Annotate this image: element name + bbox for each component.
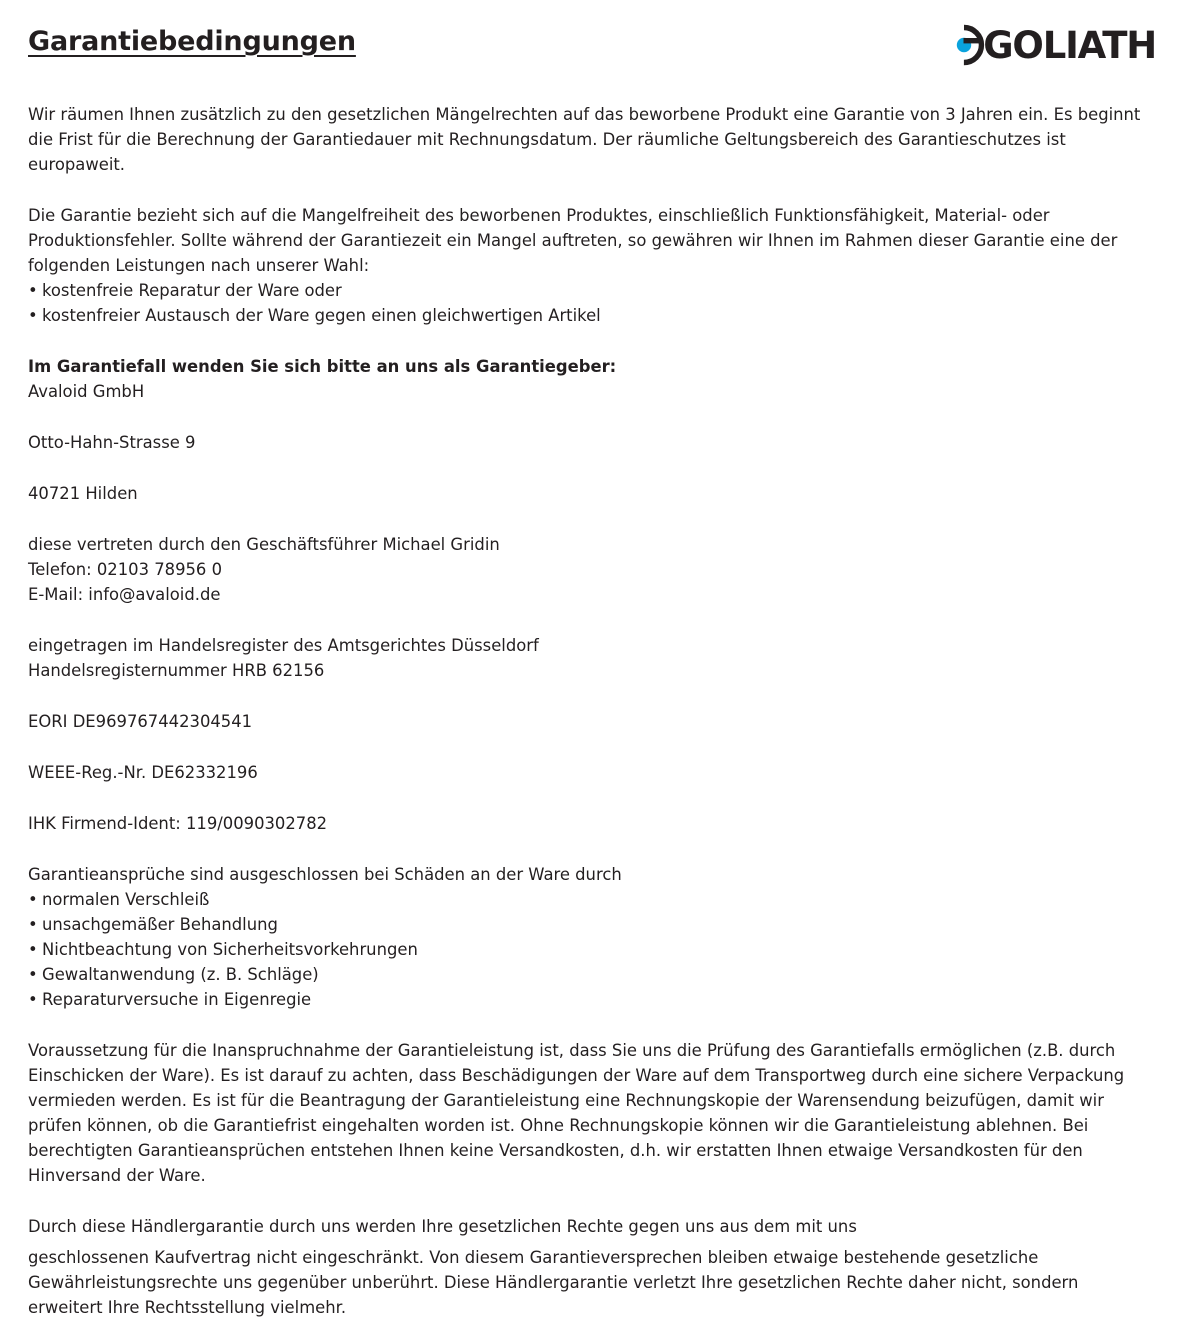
list-item: • Nichtbeachtung von Sicherheitsvorkehrungen (28, 937, 1164, 962)
list-item: • Reparaturversuche in Eigenregie (28, 987, 1164, 1012)
page-title: Garantiebedingungen (28, 26, 356, 57)
list-item: • normalen Verschleiß (28, 887, 1164, 912)
list-item: • Gewaltanwendung (z. B. Schläge) (28, 962, 1164, 987)
goliath-mark-icon (943, 24, 985, 66)
legal-paragraph-line-1: Durch diese Händlergarantie durch uns werden Ihre gesetzlichen Rechte gegen uns aus dem mit uns (28, 1217, 857, 1236)
company-phone: Telefon: 02103 78956 0 (28, 560, 222, 579)
company-name: Avaloid GmbH (28, 382, 145, 401)
company-email: E-Mail: info@avaloid.de (28, 585, 221, 604)
services-list (28, 278, 1164, 328)
register-court: eingetragen im Handelsregister des Amtsgerichtes Düsseldorf (28, 636, 539, 655)
list-item: • unsachgemäßer Behandlung (28, 912, 1164, 937)
scope-paragraph: Die Garantie bezieht sich auf die Mangelfreiheit des beworbenen Produktes, einschließlich Funktionsfähigkeit, Material- oder Produktionsfehler. Sollte während der Garantiezeit ein Mangel auftreten, so gewähren wir Ihnen im Rahmen dieser Garantie eine der folgenden Leistungen nach unserer Wahl: (28, 206, 1118, 275)
company-representative: diese vertreten durch den Geschäftsführer Michael Gridin (28, 535, 500, 554)
register-number: Handelsregisternummer HRB 62156 (28, 661, 325, 680)
list-item: • kostenfreier Austausch der Ware gegen einen gleichwertigen Artikel (28, 303, 1164, 328)
company-street: Otto-Hahn-Strasse 9 (28, 433, 196, 452)
goliath-logo (943, 22, 1164, 66)
ihk-number: IHK Firmend-Ident: 119/0090302782 (28, 814, 328, 833)
conditions-paragraph: Voraussetzung für die Inanspruchnahme der Garantieleistung ist, dass Sie uns die Prüfung des Garantiefalls ermöglichen (z.B. durch Einschicken der Ware). Es ist darauf zu achten, dass Beschädigungen der Ware auf dem Transportweg durch eine sichere Verpackung vermieden werden. Es ist für die Beantragung der Garantieleistung eine Rechnungskopie der Warensendung beizufügen, damit wir prüfen können, ob die Garantiefrist eingehalten worden ist. Ohne Rechnungskopie können wir die Garantieleistung ablehnen. Bei berechtigten Garantieansprüchen entstehen Ihnen keine Versandkosten, d.h. wir erstatten Ihnen etwaige Versandkosten für den Hinversand der Ware. (28, 1041, 1125, 1185)
document-body (28, 102, 1164, 1320)
intro-paragraph: Wir räumen Ihnen zusätzlich zu den gesetzlichen Mängelrechten auf das beworbene Produkt eine Garantie von 3 Jahren ein. Es beginnt die Frist für die Berechnung der Garantiedauer mit Rechnungsdatum. Der räumliche Geltungsbereich des Garantieschutzes ist europaweit. (28, 105, 1141, 174)
exclusions-list (28, 887, 1164, 1012)
list-item: • kostenfreie Reparatur der Ware oder (28, 278, 1164, 303)
guarantor-heading: Im Garantiefall wenden Sie sich bitte an uns als Garantiegeber: (28, 357, 617, 376)
eori-number: EORI DE969767442304541 (28, 712, 253, 731)
goliath-wordmark: GOLIATH (983, 23, 1156, 67)
legal-paragraph-line-2: geschlossenen Kaufvertrag nicht eingeschränkt. Von diesem Garantieversprechen bleiben etwaige bestehende gesetzliche Gewährleistungsrechte uns gegenüber unberührt. Diese Händlergarantie verletzt Ihre gesetzlichen Rechte daher nicht, sondern erweitert Ihre Rechtsstellung vielmehr. (28, 1248, 1079, 1317)
exclusions-heading: Garantieansprüche sind ausgeschlossen bei Schäden an der Ware durch (28, 865, 622, 884)
document-header (28, 22, 1164, 86)
weee-number: WEEE-Reg.-Nr. DE62332196 (28, 763, 258, 782)
company-city: 40721 Hilden (28, 484, 138, 503)
